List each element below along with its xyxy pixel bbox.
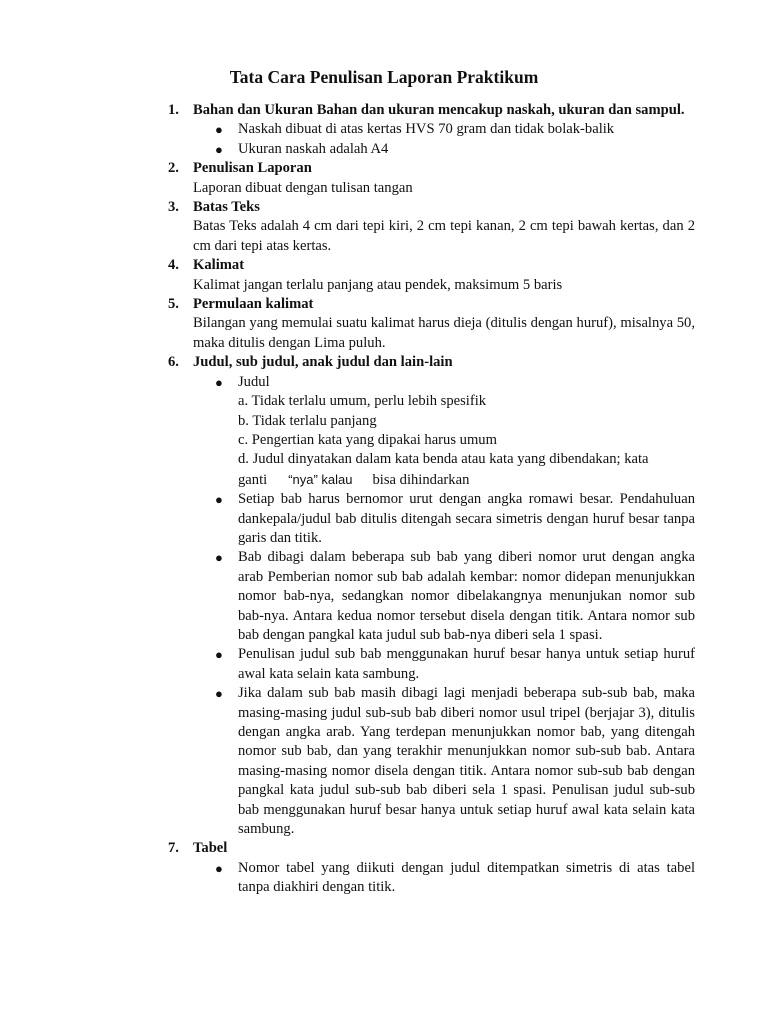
list-item-6 bbox=[0, 353, 695, 839]
list-item-5 bbox=[0, 295, 695, 353]
item-number: 1. bbox=[168, 102, 179, 118]
list-item-1 bbox=[0, 101, 695, 159]
item-number: 4. bbox=[168, 257, 179, 274]
bullet-item-judul bbox=[193, 373, 695, 490]
bullet-list bbox=[193, 373, 695, 840]
bullet-list bbox=[193, 120, 695, 159]
judul-d-word-rest: bisa dihindarkan bbox=[372, 471, 470, 488]
judul-d-word-nya: “nya” kalau bbox=[288, 471, 353, 487]
bullet-list bbox=[193, 859, 695, 898]
list-item-3 bbox=[0, 198, 695, 256]
item-text: Batas Teks adalah 4 cm dari tepi kiri, 2 cm tepi kanan, 2 cm tepi bawah kertas, dan 2 cm dari tepi atas kertas. bbox=[193, 218, 695, 254]
item-number: 3. bbox=[168, 199, 179, 216]
bullet-icon: ● bbox=[215, 492, 223, 508]
judul-point-a: a. Tidak terlalu umum, perlu lebih spesifik bbox=[238, 393, 487, 410]
bullet-text: Naskah dibuat di atas kertas HVS 70 gram dan tidak bolak-balik bbox=[238, 121, 615, 138]
page-title: Tata Cara Penulisan Laporan Praktikum bbox=[229, 67, 539, 87]
bullet-text: Penulisan judul sub bab menggunakan huruf besar hanya untuk setiap huruf awal kata selain kata sambung. bbox=[238, 646, 695, 682]
list-item-2 bbox=[0, 159, 695, 198]
bullet-icon: ● bbox=[215, 550, 223, 566]
item-heading: Kalimat bbox=[193, 257, 245, 274]
bullet-item bbox=[193, 859, 695, 898]
bullet-item bbox=[193, 490, 695, 548]
bullet-text: Bab dibagi dalam beberapa sub bab yang diberi nomor urut dengan angka arab Pemberian nomor sub bab adalah kembar: nomor didepan menunjukkan nomor bab-nya, sedangkan nomor dibelakangnya menunjukan nomor sub bab-nya. Antara kedua nomor tersebut disela dengan titik. Antara nomor sub bab dengan pangkal kata judul sub bab-nya diberi sela 1 spasi. bbox=[238, 549, 695, 643]
bullet-icon: ● bbox=[215, 860, 223, 876]
item-number: 7. bbox=[168, 840, 179, 857]
bullet-icon: ● bbox=[215, 686, 223, 702]
judul-point-d: d. Judul dinyatakan dalam kata benda atau kata yang dibendakan; kata bbox=[238, 451, 649, 468]
bullet-item bbox=[193, 684, 695, 839]
bullet-icon: ● bbox=[215, 122, 223, 138]
item-text: Kalimat jangan terlalu panjang atau pendek, maksimum 5 baris bbox=[193, 276, 563, 293]
judul-point-d-continuation bbox=[238, 470, 695, 490]
item-text: Laporan dibuat dengan tulisan tangan bbox=[193, 179, 413, 196]
bullet-icon: ● bbox=[215, 374, 223, 390]
list-item-4 bbox=[0, 256, 695, 295]
judul-point-b: b. Tidak terlalu panjang bbox=[238, 412, 377, 429]
item-number: 6. bbox=[168, 354, 179, 371]
bullet-icon: ● bbox=[215, 141, 223, 157]
item-number: 2. bbox=[168, 160, 179, 177]
item-heading: Tabel bbox=[193, 840, 228, 857]
bullet-item bbox=[193, 140, 695, 159]
bullet-item bbox=[193, 120, 695, 139]
bullet-text: Nomor tabel yang diikuti dengan judul ditempatkan simetris di atas tabel tanpa diakhiri dengan titik. bbox=[238, 859, 695, 896]
bullet-item bbox=[193, 645, 695, 684]
bullet-text: Jika dalam sub bab masih dibagi lagi menjadi beberapa sub-sub bab, maka masing-masing judul sub-sub bab diberi nomor usul tripel (berjajar 3), ditulis dengan angka arab. Yang terdepan menunjukkan nomor bab, yang ditengah nomor sub bab, dan yang terakhir menunjukkan nomor sub-sub bab. Antara masing-masing nomor disela dengan titik. Antara nomor sub-sub bab dengan pangkal kata judul sub-sub bab diberi sela 1 spasi. Penulisan judul sub-sub bab menggunakan huruf besar hanya untuk setiap huruf awal kata selain kata sambung. bbox=[238, 685, 695, 838]
bullet-icon: ● bbox=[215, 647, 223, 663]
bullet-item bbox=[193, 548, 695, 645]
numbered-list bbox=[0, 101, 768, 898]
item-heading: Batas Teks bbox=[193, 199, 260, 216]
item-number: 5. bbox=[168, 296, 179, 313]
bullet-text: Setiap bab harus bernomor urut dengan angka romawi besar. Pendahuluan dankepala/judul bab ditulis ditengah secara simetris dengan huruf besar tanpa garis dan titik. bbox=[238, 491, 695, 546]
judul-point-c: c. Pengertian kata yang dipakai harus umum bbox=[238, 431, 497, 448]
item-heading: Bahan dan Ukuran Bahan dan ukuran mencakup naskah, ukuran dan sampul. bbox=[193, 102, 685, 118]
judul-d-word-ganti: ganti bbox=[238, 471, 268, 488]
item-heading: Penulisan Laporan bbox=[193, 160, 312, 177]
item-heading: Judul, sub judul, anak judul dan lain-lain bbox=[193, 354, 453, 371]
item-text: Bilangan yang memulai suatu kalimat harus dieja (ditulis dengan huruf), misalnya 50, maka ditulis dengan Lima puluh. bbox=[193, 315, 695, 351]
item-heading: Permulaan kalimat bbox=[193, 296, 314, 313]
list-item-7 bbox=[0, 839, 695, 897]
judul-label: Judul bbox=[238, 373, 270, 390]
bullet-text: Ukuran naskah adalah A4 bbox=[238, 140, 389, 157]
